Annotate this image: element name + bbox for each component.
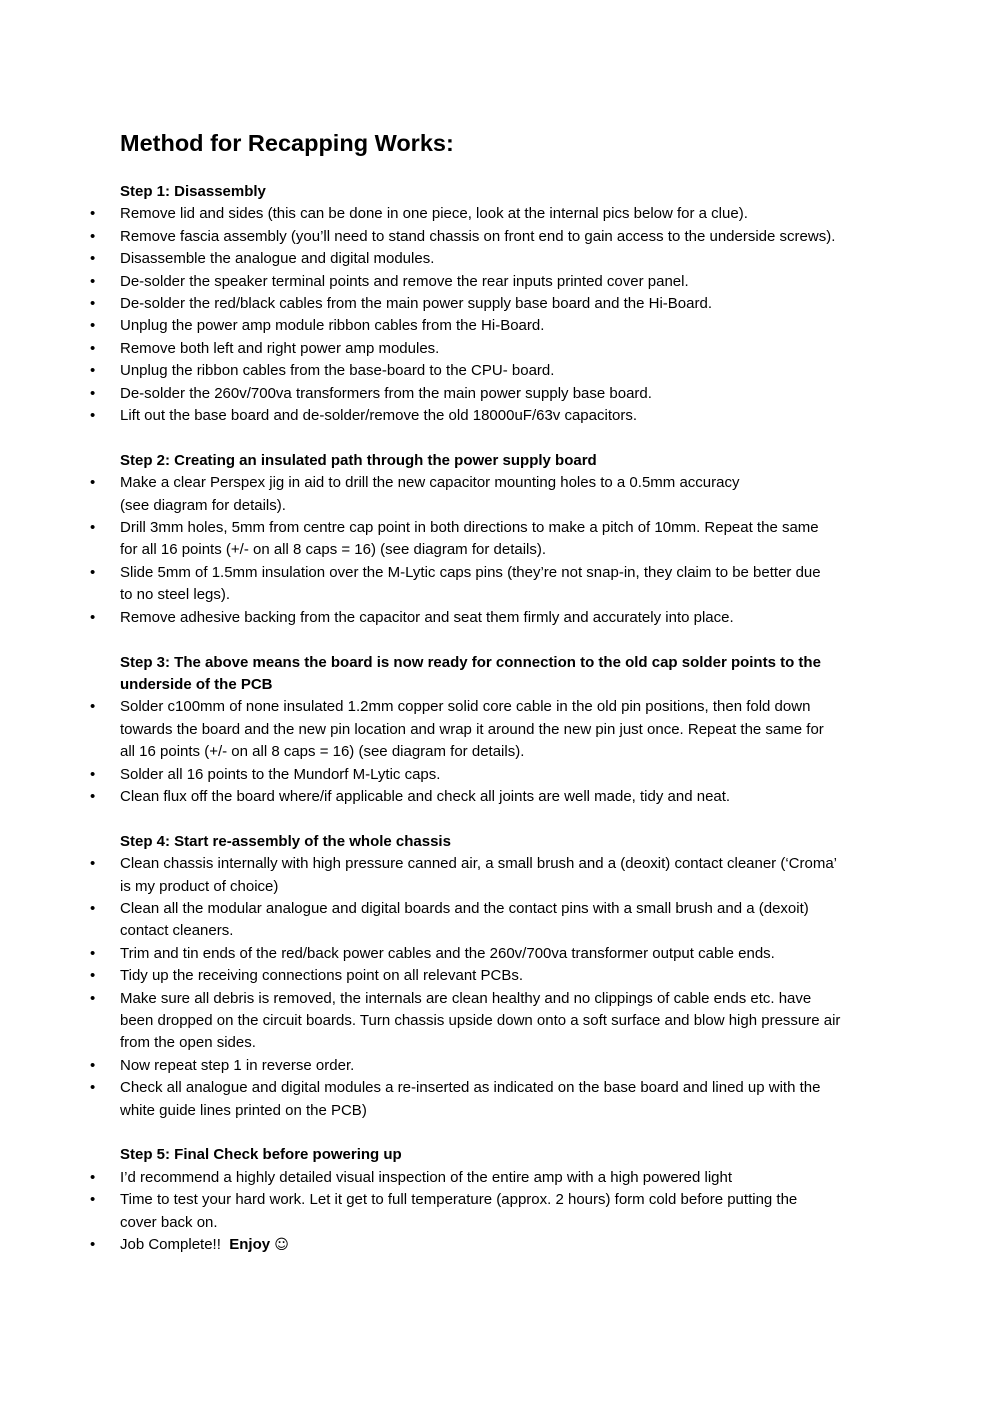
step-heading — [120, 831, 920, 853]
bullet-item — [120, 383, 932, 405]
bullet-item — [120, 293, 932, 315]
bullet-text-line: • Tidy up the receiving connections point on all relevant PCBs. — [120, 967, 524, 985]
step-heading — [120, 181, 920, 203]
step-heading-line: Step 4: Start re-assembly of the whole chassis — [120, 832, 451, 850]
bullet-text-line: cover back on. — [120, 1213, 218, 1231]
bullet-text-line: • Clean flux off the board where/if applicable and check all joints are well made, tidy and neat. — [120, 787, 731, 805]
bullet-text-line: • Time to test your hard work. Let it get to full temperature (approx. 2 hours) form cold before putting the — [120, 1191, 798, 1209]
bullet-item — [120, 226, 932, 248]
bullet-text-line: (see diagram for details). — [120, 496, 286, 514]
bullet-item — [120, 562, 932, 607]
bullet-text-line: is my product of choice) — [120, 877, 279, 895]
bullet-item — [120, 315, 932, 337]
bullet-text-line: • Clean chassis internally with high pressure canned air, a small brush and a (deoxit) contact cleaner (‘Croma’ — [120, 855, 838, 873]
bullet-text-line: • Solder c100mm of none insulated 1.2mm copper solid core cable in the old pin positions, then fold down — [120, 698, 811, 716]
bullet-item — [120, 405, 932, 427]
bullet-item — [120, 965, 932, 987]
step-heading-line: Step 2: Creating an insulated path through the power supply board — [120, 451, 597, 469]
step-heading — [120, 652, 920, 697]
bullet-list — [0, 472, 992, 629]
bullet-text-line: • Now repeat step 1 in reverse order. — [120, 1056, 355, 1074]
bullet-text-line: • Check all analogue and digital modules a re-inserted as indicated on the base board and lined up with the — [120, 1079, 821, 1097]
smiley-icon: ☺ — [274, 1237, 289, 1254]
bullet-item — [120, 1167, 932, 1189]
bullet-item — [120, 360, 932, 382]
step-heading — [120, 450, 920, 472]
bullet-item — [120, 1077, 932, 1122]
bullet-text-line: • Remove fascia assembly (you’ll need to stand chassis on front end to gain access to the underside screws). — [120, 227, 836, 245]
bullet-item — [120, 248, 932, 270]
bullet-item — [120, 203, 932, 225]
bullet-item — [120, 764, 932, 786]
bullet-item — [120, 1055, 932, 1077]
bullet-item — [120, 696, 932, 763]
bullet-text-line: • De-solder the red/black cables from the main power supply base board and the Hi-Board. — [120, 295, 712, 313]
bullet-item — [120, 517, 932, 562]
bullet-item — [120, 472, 932, 517]
bullet-text-line: • De-solder the speaker terminal points and remove the rear inputs printed cover panel. — [120, 272, 689, 290]
bullet-item — [120, 943, 932, 965]
bullet-item — [120, 786, 932, 808]
bullet-text-line: • Make sure all debris is removed, the internals are clean healthy and no clippings of cable ends etc. have — [120, 989, 812, 1007]
bullet-list — [0, 1167, 992, 1257]
enjoy-text: Enjoy — [229, 1236, 271, 1254]
bullet-item — [120, 271, 932, 293]
bullet-list — [0, 203, 992, 427]
step-heading-line: Step 1: Disassembly — [120, 183, 266, 200]
bullet-text-line: • Trim and tin ends of the red/back power cables and the 260v/700va transformer output cable ends. — [120, 944, 775, 962]
bullet-text-line: • Remove adhesive backing from the capacitor and seat them firmly and accurately into place. — [120, 608, 734, 626]
bullet-text-line: • Remove lid and sides (this can be done in one piece, look at the internal pics below for a clue). — [120, 205, 748, 223]
bullet-text-line: white guide lines printed on the PCB) — [120, 1101, 367, 1119]
step-section-4 — [0, 831, 992, 1122]
bullet-text-line: all 16 points (+/- on all 8 caps = 16) (see diagram for details). — [120, 743, 525, 761]
step-section-1 — [0, 181, 992, 427]
step-section-5 — [0, 1144, 992, 1256]
bullet-text-line: • Disassemble the analogue and digital modules. — [120, 250, 435, 268]
bullet-list — [0, 696, 992, 808]
bullet-text-line: • I’d recommend a highly detailed visual inspection of the entire amp with a high powered light — [120, 1168, 733, 1186]
bullet-text-line: • Unplug the power amp module ribbon cables from the Hi-Board. — [120, 317, 545, 335]
bullet-text-line — [120, 1234, 932, 1256]
step-section-2 — [0, 450, 992, 629]
step-heading-line: Step 3: The above means the board is now ready for connection to the old cap solder points to the — [120, 653, 821, 671]
bullet-text-line: • Unplug the ribbon cables from the base-board to the CPU- board. — [120, 362, 555, 380]
bullet-text-line: • Remove both left and right power amp modules. — [120, 339, 440, 357]
bullet-text-line: • De-solder the 260v/700va transformers from the main power supply base board. — [120, 384, 652, 402]
bullet-list — [0, 853, 992, 1122]
step-heading-line: underside of the PCB — [120, 675, 273, 693]
bullet-text-line: to no steel legs). — [120, 586, 231, 604]
bullet-text-line: • Drill 3mm holes, 5mm from centre cap point in both directions to make a pitch of 10mm. Repeat the same — [120, 519, 819, 537]
bullet-item — [120, 607, 932, 629]
bullet-text-line: • Slide 5mm of 1.5mm insulation over the M-Lytic caps pins (they’re not snap-in, they claim to be better due — [120, 563, 821, 581]
bullet-item-final — [120, 1234, 932, 1256]
bullet-text-line: • Make a clear Perspex jig in aid to drill the new capacitor mounting holes to a 0.5mm accuracy — [120, 474, 740, 492]
step-heading-line: Step 5: Final Check before powering up — [120, 1146, 402, 1164]
bullet-text-line: • Clean all the modular analogue and digital boards and the contact pins with a small brush and a (dexoit) — [120, 899, 809, 917]
bullet-item — [120, 1189, 932, 1234]
step-heading — [120, 1144, 920, 1166]
document-body — [0, 181, 992, 1279]
bullet-text-line: been dropped on the circuit boards. Turn chassis upside down onto a soft surface and blow high pressure air — [120, 1011, 841, 1029]
bullet-item — [120, 338, 932, 360]
job-complete-text: Job Complete!! — [120, 1236, 221, 1254]
page-title: Method for Recapping Works: — [120, 130, 454, 156]
bullet-item — [120, 898, 932, 943]
bullet-item — [120, 988, 932, 1055]
bullet-text-line: • Lift out the base board and de-solder/remove the old 18000uF/63v capacitors. — [120, 407, 637, 425]
bullet-item — [120, 853, 932, 898]
bullet-text-line: from the open sides. — [120, 1034, 256, 1052]
bullet-text-line: for all 16 points (+/- on all 8 caps = 16) (see diagram for details). — [120, 541, 547, 559]
bullet-text-line: contact cleaners. — [120, 922, 234, 940]
bullet-text-line: • Solder all 16 points to the Mundorf M-Lytic caps. — [120, 765, 441, 783]
bullet-text-line: towards the board and the new pin location and wrap it around the new pin just once. Repeat the same for — [120, 720, 824, 738]
step-section-3 — [0, 652, 992, 809]
